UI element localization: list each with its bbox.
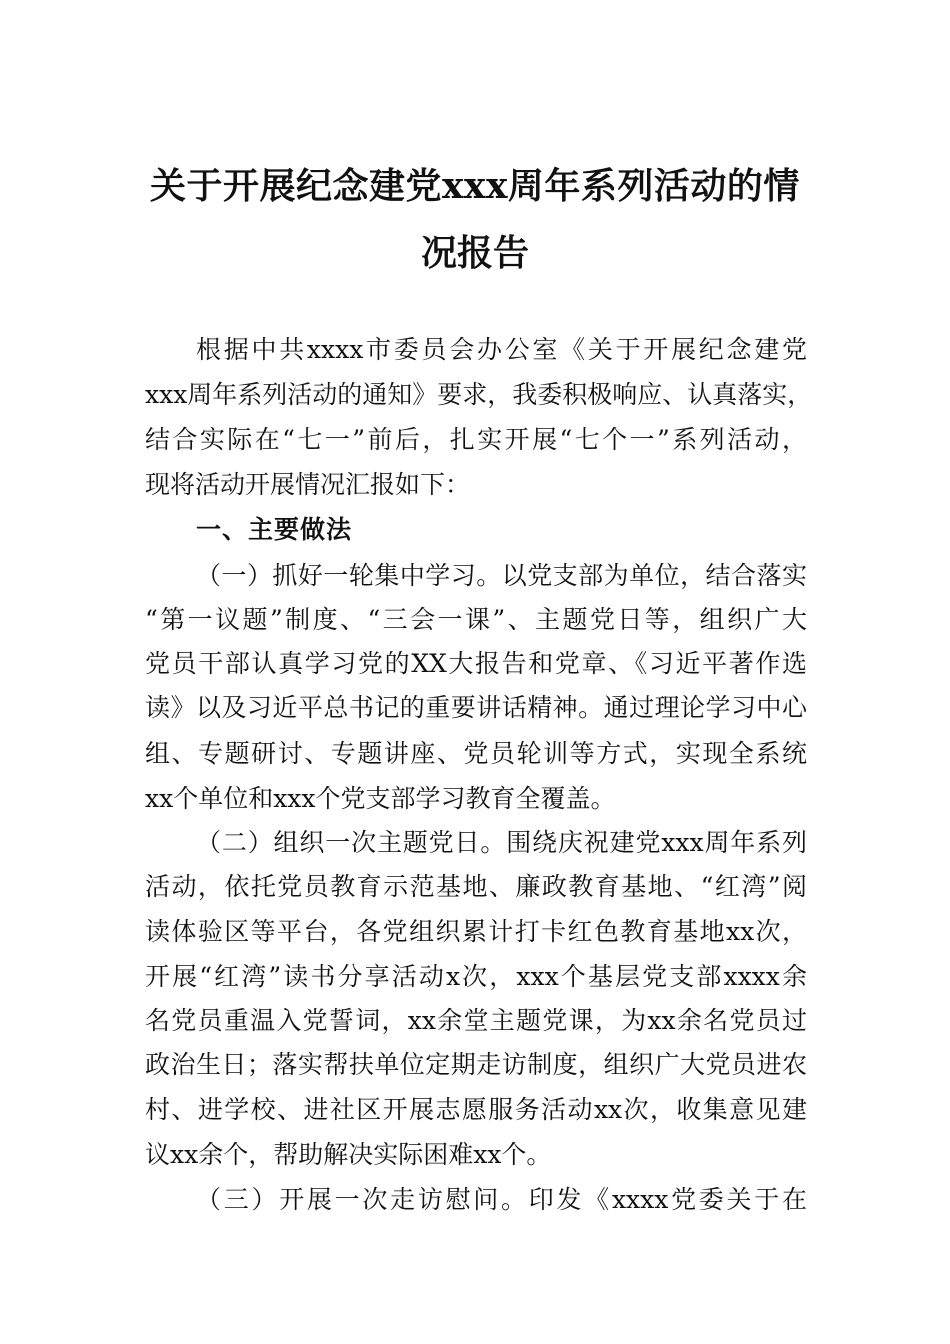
document-title-line-2: 况报告	[420, 232, 529, 274]
para2-line-8: 议xx余个，帮助解决实际困难xx个。	[145, 1140, 552, 1169]
section-heading: 一、主要做法	[196, 515, 353, 544]
para1-line-5: 组、专题研讨、专题讲座、党员轮训等方式，实现全系统	[145, 739, 807, 768]
para2-line-7: 村、进学校、进社区开展志愿服务活动xx次，收集意见建	[145, 1095, 807, 1124]
para2-line-5: 名党员重温入党誓词，xx余堂主题党课，为xx余名党员过	[145, 1006, 807, 1035]
para1-line-3: 党员干部认真学习党的XX大报告和党章、《习近平著作选	[145, 649, 807, 678]
para1-line-4: 读》以及习近平总书记的重要讲话精神。通过理论学习中心	[145, 693, 807, 722]
para1-line-2: “第一议题”制度、“三会一课”、主题党日等，组织广大	[145, 605, 807, 634]
para1-line-6: xx个单位和xxx个党支部学习教育全覆盖。	[145, 784, 616, 813]
para2-line-1: （二）组织一次主题党日。围绕庆祝建党xxx周年系列	[196, 828, 807, 857]
para2-line-4: 开展“红湾”读书分享活动x次，xxx个基层党支部xxxx余	[145, 962, 807, 991]
intro-line-4: 现将活动开展情况汇报如下：	[145, 470, 471, 499]
para2-line-3: 读体验区等平台，各党组织累计打卡红色教育基地xx次，	[145, 917, 807, 946]
intro-line-3: 结合实际在“七一”前后，扎实开展“七个一”系列活动，	[145, 425, 807, 454]
intro-line-1: 根据中共xxxx市委员会办公室《关于开展纪念建党	[196, 335, 807, 364]
document-title-line-1: 关于开展纪念建党xxx周年系列活动的情	[150, 165, 800, 207]
para1-line-1: （一）抓好一轮集中学习。以党支部为单位，结合落实	[196, 561, 807, 590]
para3-line-1: （三）开展一次走访慰问。印发《xxxx党委关于在	[196, 1185, 807, 1214]
para2-line-2: 活动，依托党员教育示范基地、廉政教育基地、“红湾”阅	[145, 872, 807, 901]
intro-line-2: xxx周年系列活动的通知》要求，我委积极响应、认真落实，	[145, 380, 813, 409]
para2-line-6: 政治生日；落实帮扶单位定期走访制度，组织广大党员进农	[145, 1050, 807, 1079]
